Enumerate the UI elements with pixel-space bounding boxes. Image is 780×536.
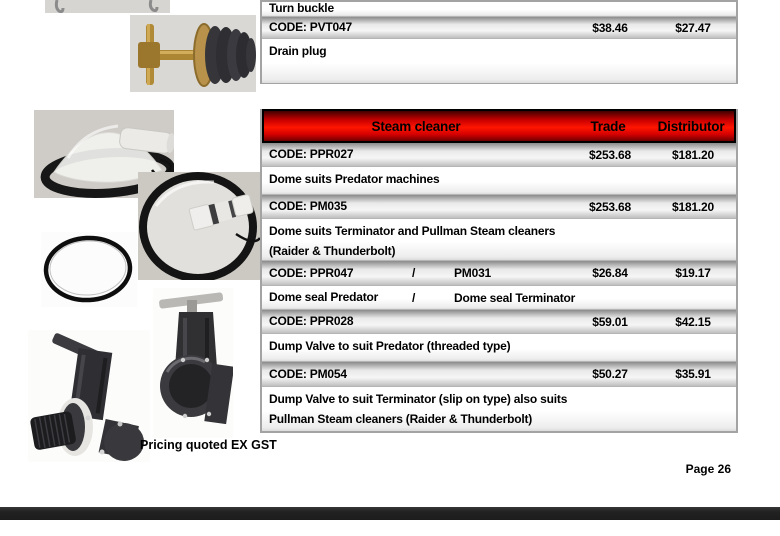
product-code: CODE: PPR028 <box>269 314 354 328</box>
trade-price: $50.27 <box>592 367 628 381</box>
table-row <box>262 39 736 83</box>
dome-seal-oring-icon <box>41 232 137 307</box>
turn-buckle-photo <box>45 0 170 13</box>
trade-price: $59.01 <box>592 314 628 329</box>
dome-top-photo <box>138 172 260 280</box>
description-separator: / <box>412 290 416 305</box>
dump-valve-threaded-photo <box>28 330 150 462</box>
product-description: Turn buckle <box>269 1 334 15</box>
table-row <box>262 167 736 195</box>
dome-seal-photo <box>41 232 137 307</box>
product-description <box>262 221 736 261</box>
product-code-secondary: PM031 <box>454 266 492 280</box>
distributor-price: $42.15 <box>675 314 711 329</box>
table-row <box>262 17 736 39</box>
distributor-price: $181.20 <box>672 147 714 162</box>
table-row <box>262 143 736 167</box>
product-code: CODE: PM054 <box>269 366 347 381</box>
trade-price: $26.84 <box>592 266 628 280</box>
table-row <box>262 261 736 286</box>
description-line: Dump Valve to suit Terminator (slip on type) also suits <box>269 392 568 406</box>
drain-plug-photo <box>130 15 256 92</box>
table-row <box>262 219 736 261</box>
turn-buckle-drain-plug-table <box>260 0 738 84</box>
dump-valve-slip-on-icon <box>153 288 233 438</box>
steam-cleaner-table-header <box>262 109 736 143</box>
distributor-price: $27.47 <box>675 20 711 35</box>
drain-plug-icon <box>130 15 256 92</box>
distributor-column-header: Distributor <box>657 118 725 134</box>
table-row <box>262 195 736 219</box>
description-line: (Raider & Thunderbolt) <box>269 244 396 258</box>
dump-valve-slip-on-photo <box>153 288 233 438</box>
trade-price: $253.68 <box>589 199 631 214</box>
table-row <box>262 387 736 431</box>
product-code: CODE: PVT047 <box>269 20 352 34</box>
product-description: Dome suits Predator machines <box>269 172 440 186</box>
product-description <box>262 389 736 429</box>
distributor-price: $35.91 <box>675 367 711 381</box>
product-code: CODE: PPR027 <box>269 147 354 161</box>
trade-price: $253.68 <box>589 147 631 162</box>
table-row <box>262 334 736 362</box>
product-code: CODE: PM035 <box>269 199 347 213</box>
dump-valve-threaded-icon <box>28 330 150 462</box>
page-number: Page 26 <box>685 462 731 476</box>
trade-price: $38.46 <box>592 20 628 35</box>
description-line: Pullman Steam cleaners (Raider & Thunderbolt) <box>269 412 533 426</box>
viewer-bottom-bar <box>0 507 780 520</box>
table-title: Steam cleaner <box>371 118 461 134</box>
product-description: Drain plug <box>269 44 327 58</box>
table-row <box>262 2 736 17</box>
table-row <box>262 310 736 334</box>
table-row <box>262 286 736 310</box>
trade-column-header: Trade <box>590 118 626 134</box>
steam-cleaner-table <box>260 109 738 433</box>
pricing-note: Pricing quoted EX GST <box>140 438 277 452</box>
turn-buckle-hooks-icon <box>45 0 170 13</box>
distributor-price: $19.17 <box>675 266 711 280</box>
table-row <box>262 362 736 387</box>
product-description: Dump Valve to suit Predator (threaded type) <box>269 339 511 353</box>
dome-top-icon <box>138 172 260 280</box>
description-line: Dome suits Terminator and Pullman Steam cleaners <box>269 224 556 238</box>
product-code: CODE: PPR047 <box>269 265 354 280</box>
code-separator: / <box>412 266 416 280</box>
product-description: Dome seal Predator <box>269 290 379 304</box>
distributor-price: $181.20 <box>672 199 714 214</box>
product-description-secondary: Dome seal Terminator <box>454 290 576 305</box>
